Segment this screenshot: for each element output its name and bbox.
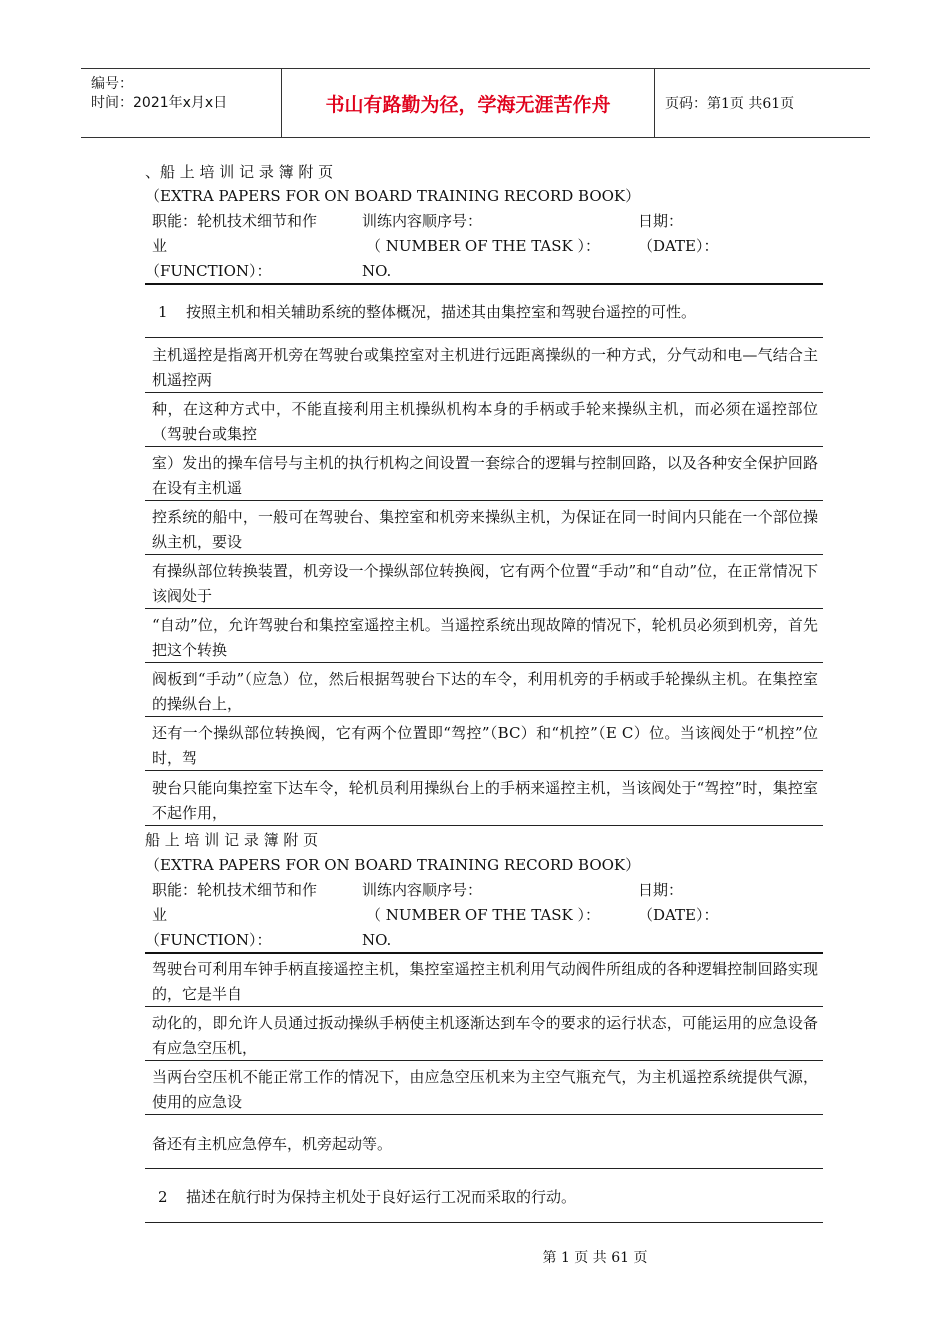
answer-paragraph: 驶台只能向集控室下达车令，轮机员利用操纵台上的手柄来遥控主机，当该阀处于“驾控”时，集控室不起作用，	[152, 779, 818, 822]
section2-title-cn: 船 上 培 训 记 录 簿 附 页	[145, 831, 319, 849]
section1-title-cn: 、船 上 培 训 记 录 簿 附 页	[145, 163, 334, 181]
answer-paragraph: 种，在这种方式中，不能直接利用主机操纵机构本身的手柄或手轮来操纵主机，而必须在遥控部位（驾驶台或集控	[152, 400, 818, 443]
divider	[145, 446, 823, 447]
divider	[145, 554, 823, 555]
section1-date-cn: 日期：	[638, 212, 684, 230]
section2-task-cn: 训练内容顺序号：	[362, 881, 483, 899]
section1-function-cn: 职能：轮机技术细节和作	[152, 212, 318, 230]
section2-task-no: NO.	[362, 931, 392, 949]
section1-date-en: （DATE）：	[638, 237, 719, 255]
section2-date-en: （DATE）：	[638, 906, 719, 924]
answer-paragraph: 室）发出的操车信号与主机的执行机构之间设置一套综合的逻辑与控制回路，以及各种安全保护回路在设有主机遥	[152, 454, 818, 497]
header-motto: 书山有路勤为径，学海无涯苦作舟	[282, 69, 655, 137]
section2-title-en: （EXTRA PAPERS FOR ON BOARD TRAINING RECORD BOOK）	[145, 856, 641, 874]
page-header	[81, 68, 870, 138]
divider	[145, 952, 823, 954]
answer-paragraph: 动化的，即允许人员通过扳动操纵手柄使主机逐渐达到车令的要求的运行状态，可能运用的应急设备有应急空压机，	[152, 1014, 818, 1057]
header-page-info: 页码：第1页 共61页	[665, 96, 795, 112]
divider	[145, 716, 823, 717]
divider	[145, 1006, 823, 1007]
answer-paragraph: “自动”位，允许驾驶台和集控室遥控主机。当遥控系统出现故障的情况下，轮机员必须到机旁，首先把这个转换	[152, 616, 818, 659]
section2-task-en: （ NUMBER OF THE TASK ）：	[366, 906, 600, 924]
answer-paragraph: 还有一个操纵部位转换阀，它有两个位置即“驾控”（BC）和“机控”（E C）位。当该阀处于“机控”位时，驾	[152, 724, 818, 767]
divider	[145, 337, 823, 338]
divider	[145, 1168, 823, 1169]
divider	[145, 283, 823, 285]
section2-function-cn: 职能：轮机技术细节和作	[152, 881, 318, 899]
answer-paragraph: 当两台空压机不能正常工作的情况下，由应急空压机来为主空气瓶充气，为主机遥控系统提供气源，使用的应急设	[152, 1068, 818, 1111]
divider	[145, 1060, 823, 1061]
divider	[145, 662, 823, 663]
header-meta	[81, 69, 282, 137]
divider	[145, 1222, 823, 1223]
item2-number: 2	[158, 1188, 168, 1206]
answer-paragraph: 备还有主机应急停车，机旁起动等。	[152, 1135, 393, 1153]
section2-date-cn: 日期：	[638, 881, 684, 899]
item1-number: 1	[158, 303, 168, 321]
answer-paragraph: 主机遥控是指离开机旁在驾驶台或集控室对主机进行远距离操纵的一种方式，分气动和电—气结合主机遥控两	[152, 346, 818, 389]
divider	[145, 825, 823, 826]
section1-function-en: （FUNCTION）：	[145, 262, 272, 280]
document-number-label: 编号：	[91, 76, 133, 92]
divider	[145, 1114, 823, 1115]
section2-function-cn2: 业	[152, 906, 168, 924]
section1-task-cn: 训练内容顺序号：	[362, 212, 483, 230]
answer-paragraph: 控系统的船中，一般可在驾驶台、集控室和机旁来操纵主机，为保证在同一时间内只能在一个部位操纵主机，要设	[152, 508, 818, 551]
answer-paragraph: 有操纵部位转换装置，机旁设一个操纵部位转换阀，它有两个位置“手动”和“自动”位，在正常情况下该阀处于	[152, 562, 818, 605]
answer-paragraph: 驾驶台可利用车钟手柄直接遥控主机，集控室遥控主机利用气动阀件所组成的各种逻辑控制回路实现的，它是半自	[152, 960, 818, 1003]
page-footer	[0, 1247, 950, 1267]
footer-page-number: 第 1 页 共 61 页	[542, 1250, 648, 1266]
answer-paragraph: 阀板到“手动”（应急）位，然后根据驾驶台下达的车令，利用机旁的手柄或手轮操纵主机。在集控室的操纵台上，	[152, 670, 818, 713]
item2-question: 描述在航行时为保持主机处于良好运行工况而采取的行动。	[186, 1188, 577, 1206]
section2-function-en: （FUNCTION）：	[145, 931, 272, 949]
section1-task-en: （ NUMBER OF THE TASK ）：	[366, 237, 600, 255]
document-time-label: 时间：2021年x月x日	[91, 95, 228, 111]
divider	[145, 770, 823, 771]
section1-task-no: NO.	[362, 262, 392, 280]
section1-function-cn2: 业	[152, 237, 168, 255]
divider	[145, 392, 823, 393]
divider	[145, 500, 823, 501]
item1-question: 按照主机和相关辅助系统的整体概况，描述其由集控室和驾驶台遥控的可性。	[186, 303, 697, 321]
divider	[145, 608, 823, 609]
section1-title-en: （EXTRA PAPERS FOR ON BOARD TRAINING RECORD BOOK）	[145, 187, 641, 205]
